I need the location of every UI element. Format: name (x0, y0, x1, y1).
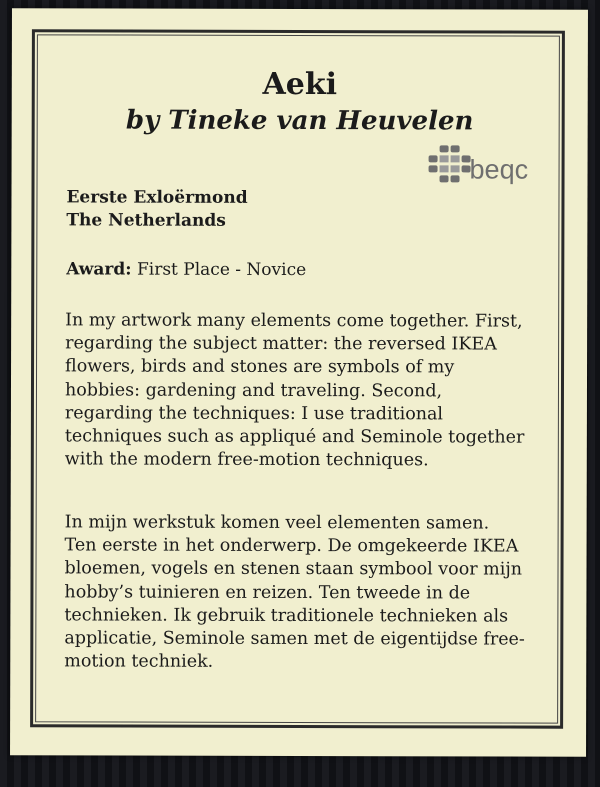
statement-line: techniques such as appliqué and Seminole together (64, 426, 525, 448)
statement-line: bloemen, vogels en stenen staan symbool voor mijn (64, 558, 523, 580)
quilt-label-sheet (10, 8, 588, 757)
logo-text: beqc (469, 154, 529, 185)
artist-location (66, 186, 247, 232)
award-value: First Place - Novice (136, 259, 307, 281)
statement-line: In my artwork many elements come together. First, (65, 310, 523, 332)
statement-line: with the modern free-motion techniques. (64, 449, 429, 471)
statement-line: technieken. Ik gebruik traditionele technieken als (64, 605, 509, 627)
beqc-logo-icon (428, 143, 540, 187)
award-line (66, 259, 306, 280)
award-label: Award: (66, 259, 132, 280)
statement-line: Ten eerste in het onderwerp. De omgekeerde IKEA (64, 535, 519, 557)
statement-line: hobbies: gardening and traveling. Second, (64, 379, 443, 401)
beqc-logo-graphic (428, 143, 540, 187)
quilt-title: Aeki (262, 66, 338, 103)
statement-line: regarding the subject matter: the reversed IKEA (65, 333, 497, 355)
location-town: Eerste Exloërmond (66, 187, 248, 208)
artist-statement-dutch (64, 511, 548, 675)
statement-line: flowers, birds and stones are symbols of my (65, 356, 455, 378)
statement-line: motion techniek. (64, 651, 214, 672)
statement-line: regarding the techniques: I use traditional (64, 403, 444, 425)
artist-statement-english (65, 309, 549, 473)
location-country: The Netherlands (66, 210, 226, 231)
statement-line: hobby’s tuinieren en reizen. Ten tweede in de (64, 581, 471, 604)
artist-byline: by Tineke van Heuvelen (125, 105, 474, 137)
statement-line: In mijn werkstuk komen veel elementen samen. (64, 512, 490, 534)
statement-line: applicatie, Seminole samen met de eigentijdse free- (64, 628, 525, 650)
